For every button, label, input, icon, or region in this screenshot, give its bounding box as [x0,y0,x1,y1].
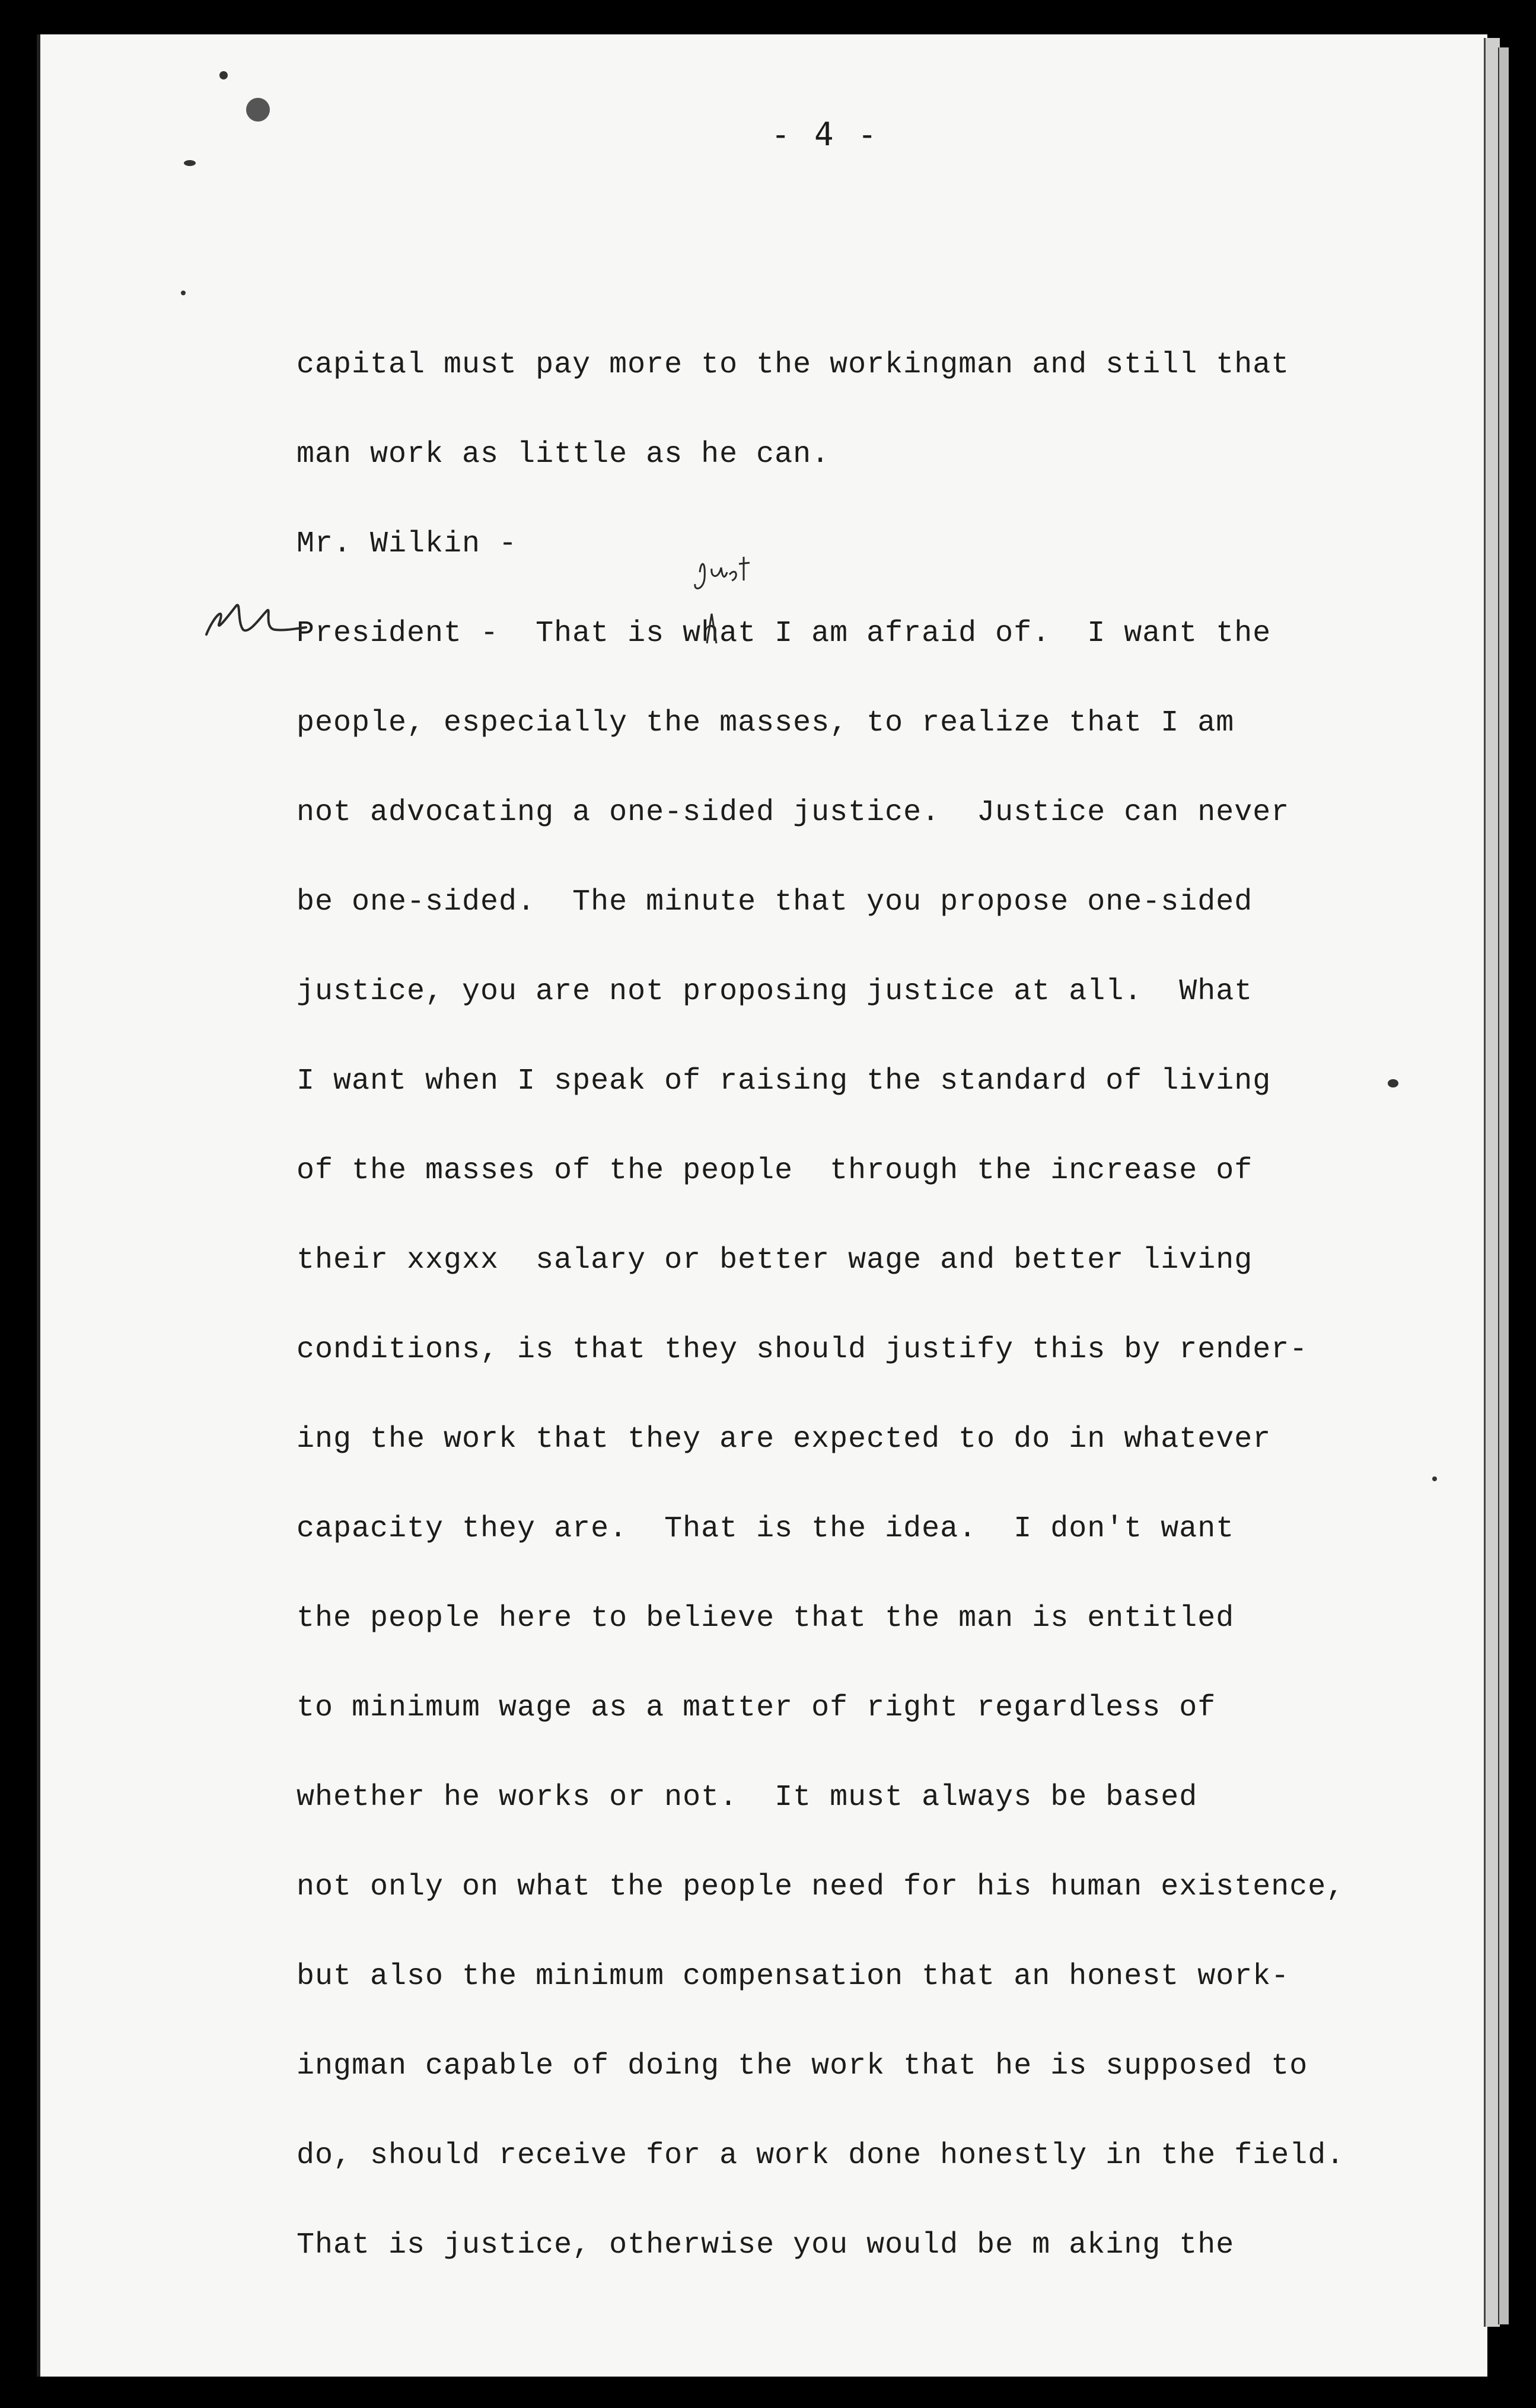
ink-speck [1432,1476,1437,1481]
text-line: capacity they are. That is the idea. I don't want [297,1512,1235,1546]
text-line: ing the work that they are expected to do in whatever [297,1423,1271,1456]
ink-speck [219,71,228,79]
text-line: whether he works or not. It must always be based [297,1781,1198,1814]
text-line: not only on what the people need for his human existence, [297,1870,1345,1904]
page-edge [1484,38,1500,2327]
text-line: of the masses of the people through the increase of [297,1154,1253,1188]
text-line: but also the minimum compensation that an honest work- [297,1960,1290,1994]
text-line: the people here to believe that the man is entitled [297,1602,1235,1635]
text-line: conditions, is that they should justify this by render- [297,1333,1308,1367]
ink-speck [1388,1079,1398,1087]
text-line: do, should receive for a work done honestly in the field. [297,2139,1345,2173]
typed-body [297,320,1394,2290]
text-line: justice, you are not proposing justice at all. What [297,975,1253,1009]
text-line: Mr. Wilkin - [297,527,518,561]
text-line: ingman capable of doing the work that he is supposed to [297,2049,1308,2083]
text-line: President - That is what I am afraid of. I want the [297,617,1271,650]
text-line: be one-sided. The minute that you propose one-sided [297,885,1253,919]
ink-speck [184,160,196,166]
ink-speck [181,291,186,295]
page-number: - 4 - [771,116,879,153]
handwritten-insertion [688,554,759,649]
handwritten-initial [202,593,308,646]
text-line: I want when I speak of raising the standard of living [297,1064,1271,1098]
text-line: people, especially the masses, to realize that I am [297,706,1235,740]
text-line: not advocating a one-sided justice. Justice can never [297,796,1290,830]
text-line: capital must pay more to the workingman and still that [297,348,1290,382]
punch-hole-mark [246,98,270,122]
page-edge-back [1498,47,1509,2324]
text-line: their xxgxx salary or better wage and better living [297,1243,1253,1277]
text-line: to minimum wage as a matter of right regardless of [297,1691,1216,1725]
text-line: man work as little as he can. [297,438,830,471]
text-line: That is justice, otherwise you would be m aking the [297,2228,1235,2262]
